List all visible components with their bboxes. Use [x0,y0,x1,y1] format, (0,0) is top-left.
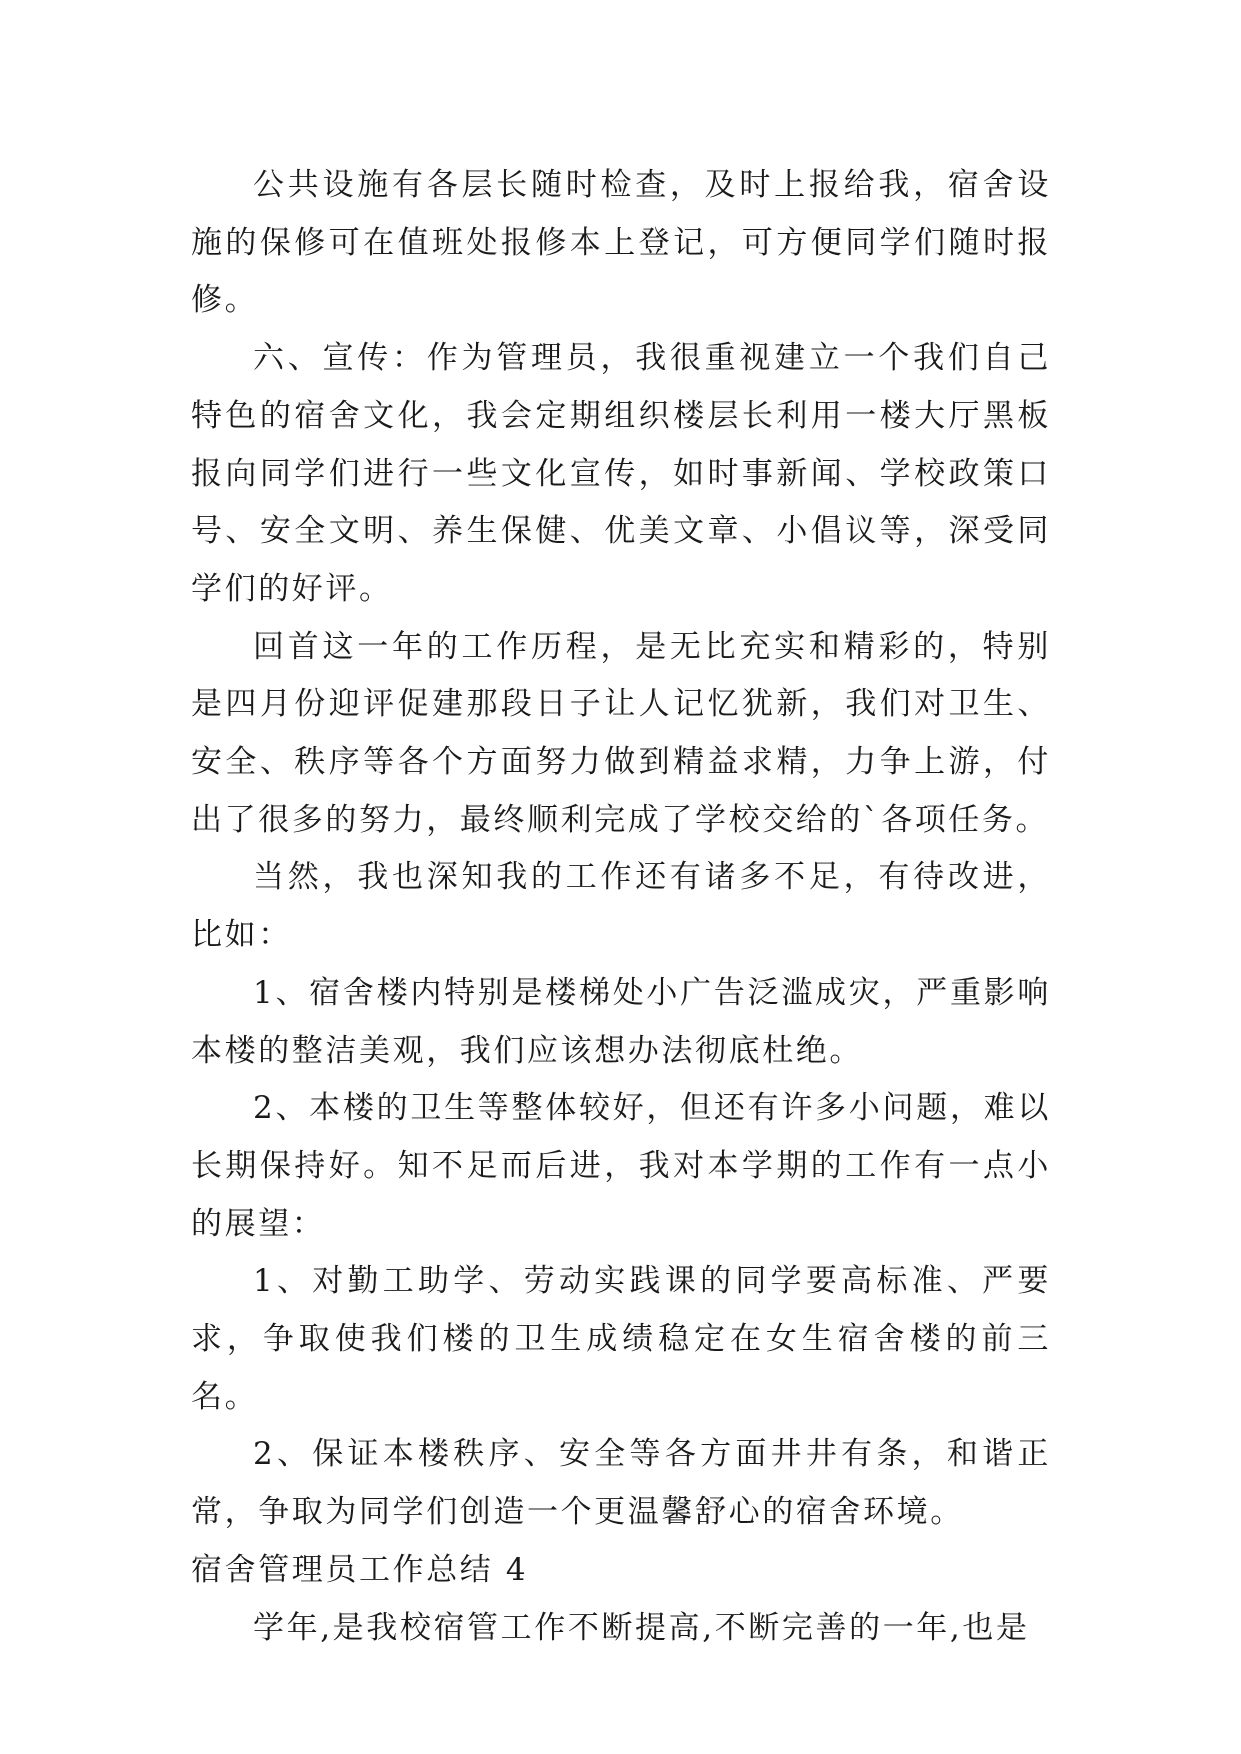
paragraph-publicity: 六、宣传：作为管理员，我很重视建立一个我们自己特色的宿舍文化，我会定期组织楼层长利用一楼大厅黑板报向同学们进行一些文化宣传，如时事新闻、学校政策口号、安全文明、养生保健、优美文章、小倡议等，深受同学们的好评。 [191,340,1051,607]
paragraph-outlook-2: 2、保证本楼秩序、安全等各方面井井有条，和谐正常，争取为同学们创造一个更温馨舒心的宿舍环境。 [191,1436,1051,1531]
paragraph-outlook-1: 1、对勤工助学、劳动实践课的同学要高标准、严要求，争取使我们楼的卫生成绩稳定在女生宿舍楼的前三名。 [191,1263,1051,1415]
paragraph-facilities: 公共设施有各层长随时检查，及时上报给我，宿舍设施的保修可在值班处报修本上登记，可方便同学们随时报修。 [191,167,1051,319]
paragraph-shortcomings: 当然，我也深知我的工作还有诸多不足，有待改进，比如： [191,859,1051,954]
paragraph-school-year: 学年,是我校宿管工作不断提高,不断完善的一年,也是 [253,1609,1030,1646]
document-body [191,157,1051,1657]
paragraph-review: 回首这一年的工作历程，是无比充实和精彩的，特别是四月份迎评促建那段日子让人记忆犹新，我们对卫生、安全、秩序等各个方面努力做到精益求精，力争上游，付出了很多的努力，最终顺利完成了学校交给的`各项任务。 [191,628,1051,838]
paragraph-shortcoming-1: 1、宿舍楼内特别是楼梯处小广告泛滥成灾，严重影响本楼的整洁美观，我们应该想办法彻底杜绝。 [191,974,1051,1069]
section-title: 宿舍管理员工作总结 4 [191,1551,529,1588]
paragraph-shortcoming-2: 2、本楼的卫生等整体较好，但还有许多小问题，难以长期保持好。知不足而后进，我对本学期的工作有一点小的展望： [191,1090,1051,1242]
